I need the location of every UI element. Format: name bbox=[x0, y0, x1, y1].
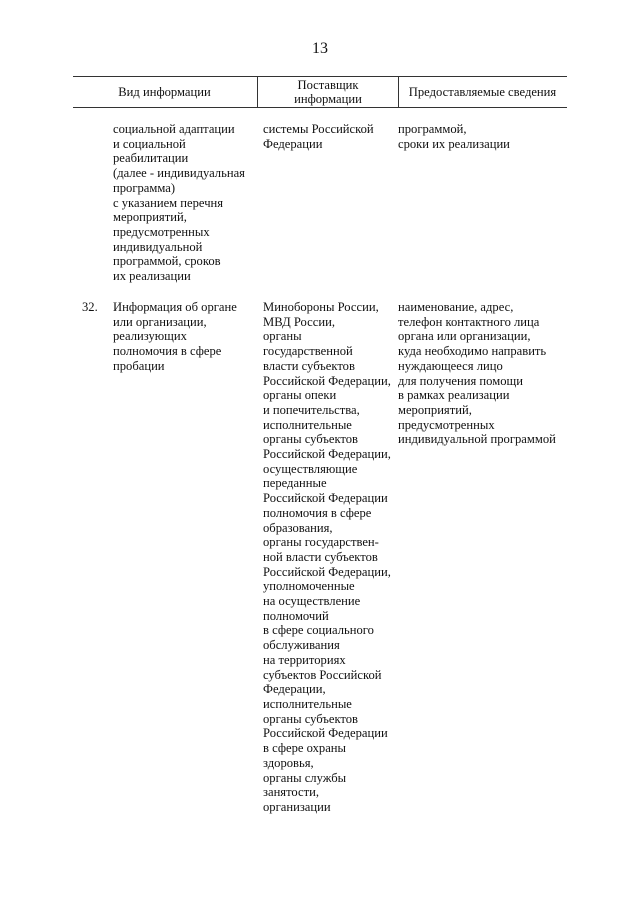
header-provided-info-label: Предоставляемые сведения bbox=[408, 85, 557, 99]
page-number: 13 bbox=[312, 40, 328, 57]
row-32-provided-info: наименование, адрес, телефон контактного лица органа или организации, куда необходимо направить нуждающееся лицо для получения помощи в рамках реализации мероприятий, предусмотренных индивидуальной программой bbox=[398, 300, 556, 447]
header-provided-info bbox=[398, 77, 567, 107]
header-provider bbox=[257, 77, 399, 107]
cont-row-info-type: социальной адаптации и социальной реабилитации (далее - индивидуальная программа) с указанием перечня мероприятий, предусмотренных индивидуальной программой, сроков их реализации bbox=[113, 122, 245, 284]
row-32-provider: Минобороны России, МВД России, органы государственной власти субъектов Российской Федерации, органы опеки и попечительства, исполнительные органы субъектов Российской Федерации, осуществляющие переданные Российской Федерации полномочия в сфере образования, органы государствен- ной власти субъектов Российской Федерации, уполномоченные на осуществление полномочий в сфере социального обслуживания на территориях субъектов Российской Федерации, исполнительные органы субъектов Российской Федерации в сфере охраны здоровья, органы службы занятости, организации bbox=[263, 300, 391, 814]
cont-row-provider: системы Российской Федерации bbox=[263, 122, 374, 151]
header-info-type-label: Вид информации bbox=[118, 85, 211, 99]
header-info-type bbox=[73, 77, 256, 107]
row-32-info-type: Информация об органе или организации, реализующих полномочия в сфере пробации bbox=[113, 300, 237, 373]
header-provider-label: Поставщик информации bbox=[294, 78, 362, 106]
table-header bbox=[73, 76, 567, 108]
row-32-number: 32. bbox=[82, 300, 98, 314]
cont-row-provided-info: программой, сроки их реализации bbox=[398, 122, 510, 151]
